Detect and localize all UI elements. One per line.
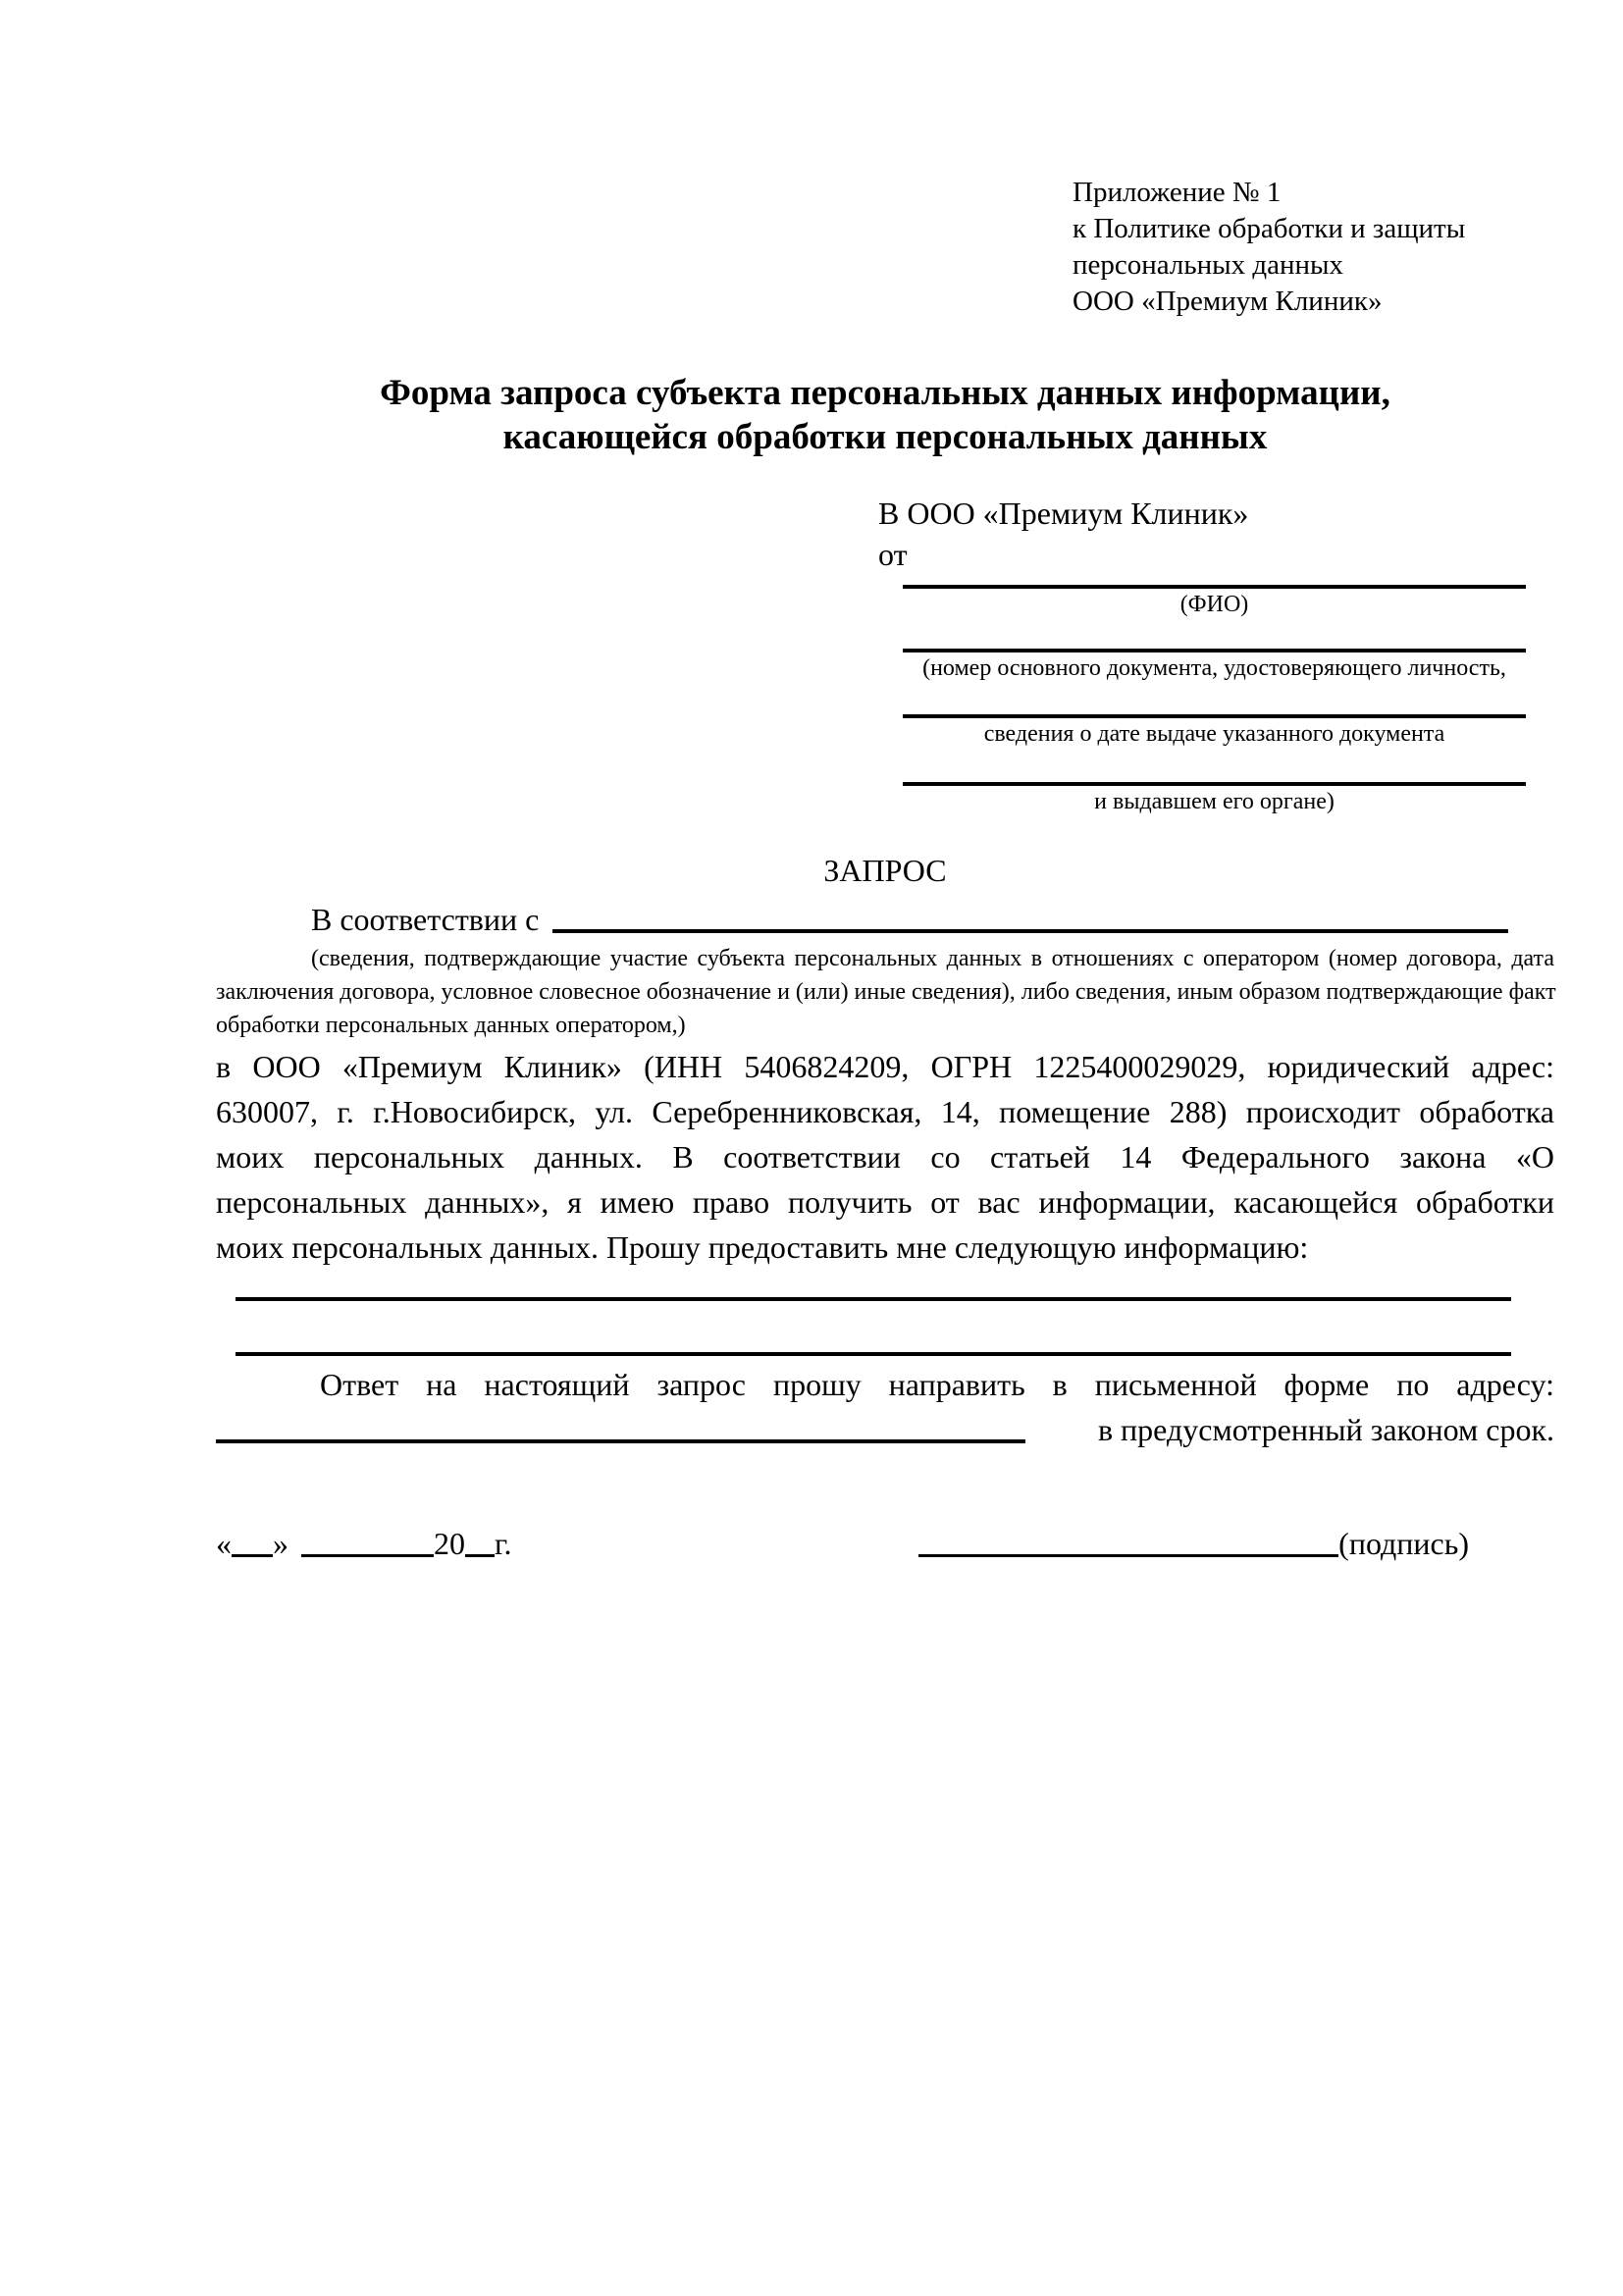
appendix-line: персональных данных xyxy=(1073,249,1344,281)
information-blank-line xyxy=(236,1352,1511,1356)
body-line: 630007, г. г.Новосибирск, ул. Серебренниковская, 14, помещение 288) происходит обработка xyxy=(216,1094,1554,1129)
appendix-line: к Политике обработки и защиты xyxy=(1073,213,1466,244)
lead-note xyxy=(216,942,1554,1042)
reply-address-blank-line xyxy=(216,1439,1025,1443)
date-signature-row xyxy=(216,1521,1554,1566)
issuer-caption: и выдавшем его органе) xyxy=(1094,789,1335,814)
addressee-block xyxy=(878,493,1526,818)
request-heading: ЗАПРОС xyxy=(823,853,947,888)
issue-date-field xyxy=(903,714,1526,751)
year-suffix-label: г. xyxy=(495,1526,512,1561)
fio-caption: (ФИО) xyxy=(1179,592,1249,617)
lead-note-line: обработки персональных данных оператором,) xyxy=(216,1013,686,1038)
lead-line xyxy=(216,897,1554,942)
page-title xyxy=(216,371,1554,459)
reply-paragraph-line: Ответ на настоящий запрос прошу направить в письменной форме по адресу: xyxy=(320,1367,1554,1402)
addressee-from-label: от xyxy=(878,537,908,572)
month-blank-line xyxy=(301,1554,434,1557)
appendix-line: ООО «Премиум Клиник» xyxy=(1073,286,1383,317)
lead-blank-line xyxy=(552,929,1508,933)
appendix-block xyxy=(1073,175,1554,320)
year-blank-line xyxy=(465,1554,495,1557)
fio-field xyxy=(903,585,1526,621)
lead-note-line: (сведения, подтверждающие участие субъекта персональных данных в отношениях с оператором (номер договора, дата xyxy=(311,946,1554,971)
body-line: моих персональных данных. В соответствии со статьей 14 Федерального закона «О xyxy=(216,1139,1554,1174)
body-line: моих персональных данных. Прошу предоставить мне следующую информацию: xyxy=(216,1229,1309,1265)
signature-caption: (подпись) xyxy=(1338,1526,1469,1561)
date-field xyxy=(216,1521,512,1566)
appendix-line: Приложение № 1 xyxy=(1073,177,1282,208)
reply-address-row xyxy=(216,1407,1554,1452)
information-blank-line xyxy=(236,1297,1511,1301)
body-line: персональных данных», я имею право получить от вас информации, касающейся обработки xyxy=(216,1184,1554,1220)
year-prefix: 20 xyxy=(434,1526,465,1561)
document-number-caption: (номер основного документа, удостоверяющего личность, xyxy=(922,655,1506,681)
lead-note-line: заключения договора, условное словесное обозначение и (или) иные сведения), либо сведения, иным образом подтверждающие факт xyxy=(216,979,1556,1005)
date-open-quote: « xyxy=(216,1526,232,1561)
page-title-line: касающейся обработки персональных данных xyxy=(502,417,1268,457)
signature-blank-line xyxy=(918,1554,1338,1557)
addressee-to: В ООО «Премиум Клиник» xyxy=(878,496,1249,531)
day-blank-line xyxy=(232,1554,273,1557)
issuer-field xyxy=(903,782,1526,818)
body-line: в ООО «Премиум Клиник» (ИНН 5406824209, ОГРН 1225400029029, юридический адрес: xyxy=(216,1049,1554,1084)
date-close-quote: » xyxy=(273,1526,288,1561)
page-title-line: Форма запроса субъекта персональных данных информации, xyxy=(380,373,1390,413)
reply-paragraph-suffix: в предусмотренный законом срок. xyxy=(1097,1412,1554,1447)
signature-field xyxy=(918,1521,1469,1566)
lead-prefix: В соответствии с xyxy=(311,902,540,937)
issue-date-caption: сведения о дате выдаче указанного документа xyxy=(983,721,1445,747)
document-number-field xyxy=(903,649,1526,685)
addressee-fields xyxy=(903,585,1526,818)
body-paragraph xyxy=(216,1044,1554,1270)
